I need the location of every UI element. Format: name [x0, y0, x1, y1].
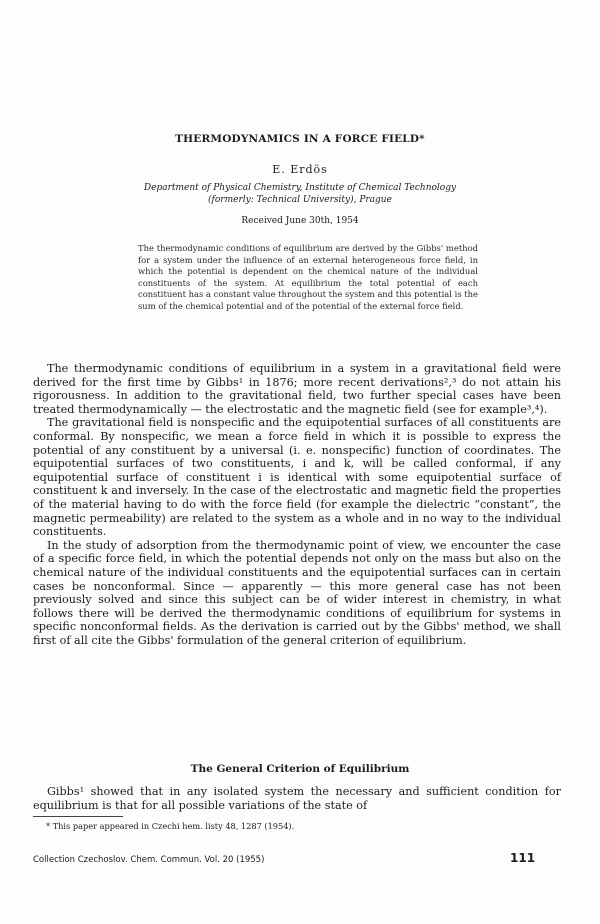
page-number: 111	[510, 851, 536, 865]
article-title: THERMODYNAMICS IN A FORCE FIELD*	[175, 133, 425, 145]
paragraph-1: The thermodynamic conditions of equilibrium in a system in a gravitational field were derived for the first time by Gibbs¹ in 1876; more recent derivations²,³ do not attain his rigorousness. In addition to the gravitational field, two further special cases have been treated thermodynamically — the electrostatic and the magnetic field (see for example³,⁴).	[33, 362, 561, 416]
author-affiliation	[0, 182, 600, 206]
abstract: The thermodynamic conditions of equilibrium are derived by the Gibbs' method for a system under the influence of an external heterogeneous force field, in which the potential is dependent on the chemical nature of the individual constituents of the system. At equilibrium the total potential of each constituent has a constant value throughout the system and this potential is the sum of the chemical potential and of the potential of the external force field.	[138, 243, 478, 311]
introduction-text	[33, 362, 561, 647]
received-date: Received June 30th, 1954	[241, 216, 359, 226]
author-name: E. Erdös	[272, 163, 328, 176]
paragraph-2: The gravitational field is nonspecific and the equipotential surfaces of all constituents are conformal. By nonspecific, we mean a force field in which it is possible to express the potential of any constituent by a universal (i. e. nonspecific) function of coordinates. The equipotential surfaces of two constituents, i and k, will be called conformal, if any equipotential surface of constituent i is identical with some equipotential surface of constituent k and inversely. In the case of the electrostatic and magnetic field the properties of the material having to do with the force field (for example the dielectric “constant”, the magnetic permeability) are related to the system as a whole and in no way to the individual constituents.	[33, 416, 561, 539]
footnote: * This paper appeared in Czechi hem. listy 48, 1287 (1954).	[46, 821, 295, 831]
section-heading: The General Criterion of Equilibrium	[190, 763, 410, 775]
section-paragraph: Gibbs¹ showed that in any isolated system the necessary and sufficient condition for equilibrium is that for all possible variations of the state of	[33, 785, 561, 812]
journal-citation: Collection Czechoslov. Chem. Commun. Vol. 20 (1955)	[33, 855, 265, 865]
affiliation-line-2: (formerly: Technical University), Prague	[208, 195, 392, 205]
affiliation-line-1: Department of Physical Chemistry, Institute of Chemical Technology	[143, 183, 457, 193]
paragraph-3: In the study of adsorption from the thermodynamic point of view, we encounter the case of a specific force field, in which the potential depends not only on the mass but also on the chemical nature of the individual constituents and the equipotential surfaces can in certain cases be nonconformal. Since — apparently — this more general case has not been previously solved and since this subject can be of wider interest in chemistry, in what follows there will be derived the thermodynamic conditions of equilibrium for systems in specific nonconformal fields. As the derivation is carried out by the Gibbs' method, we shall first of all cite the Gibbs' formulation of the general criterion of equilibrium.	[33, 538, 561, 647]
footnote-divider	[33, 816, 123, 817]
section-text	[33, 785, 561, 812]
